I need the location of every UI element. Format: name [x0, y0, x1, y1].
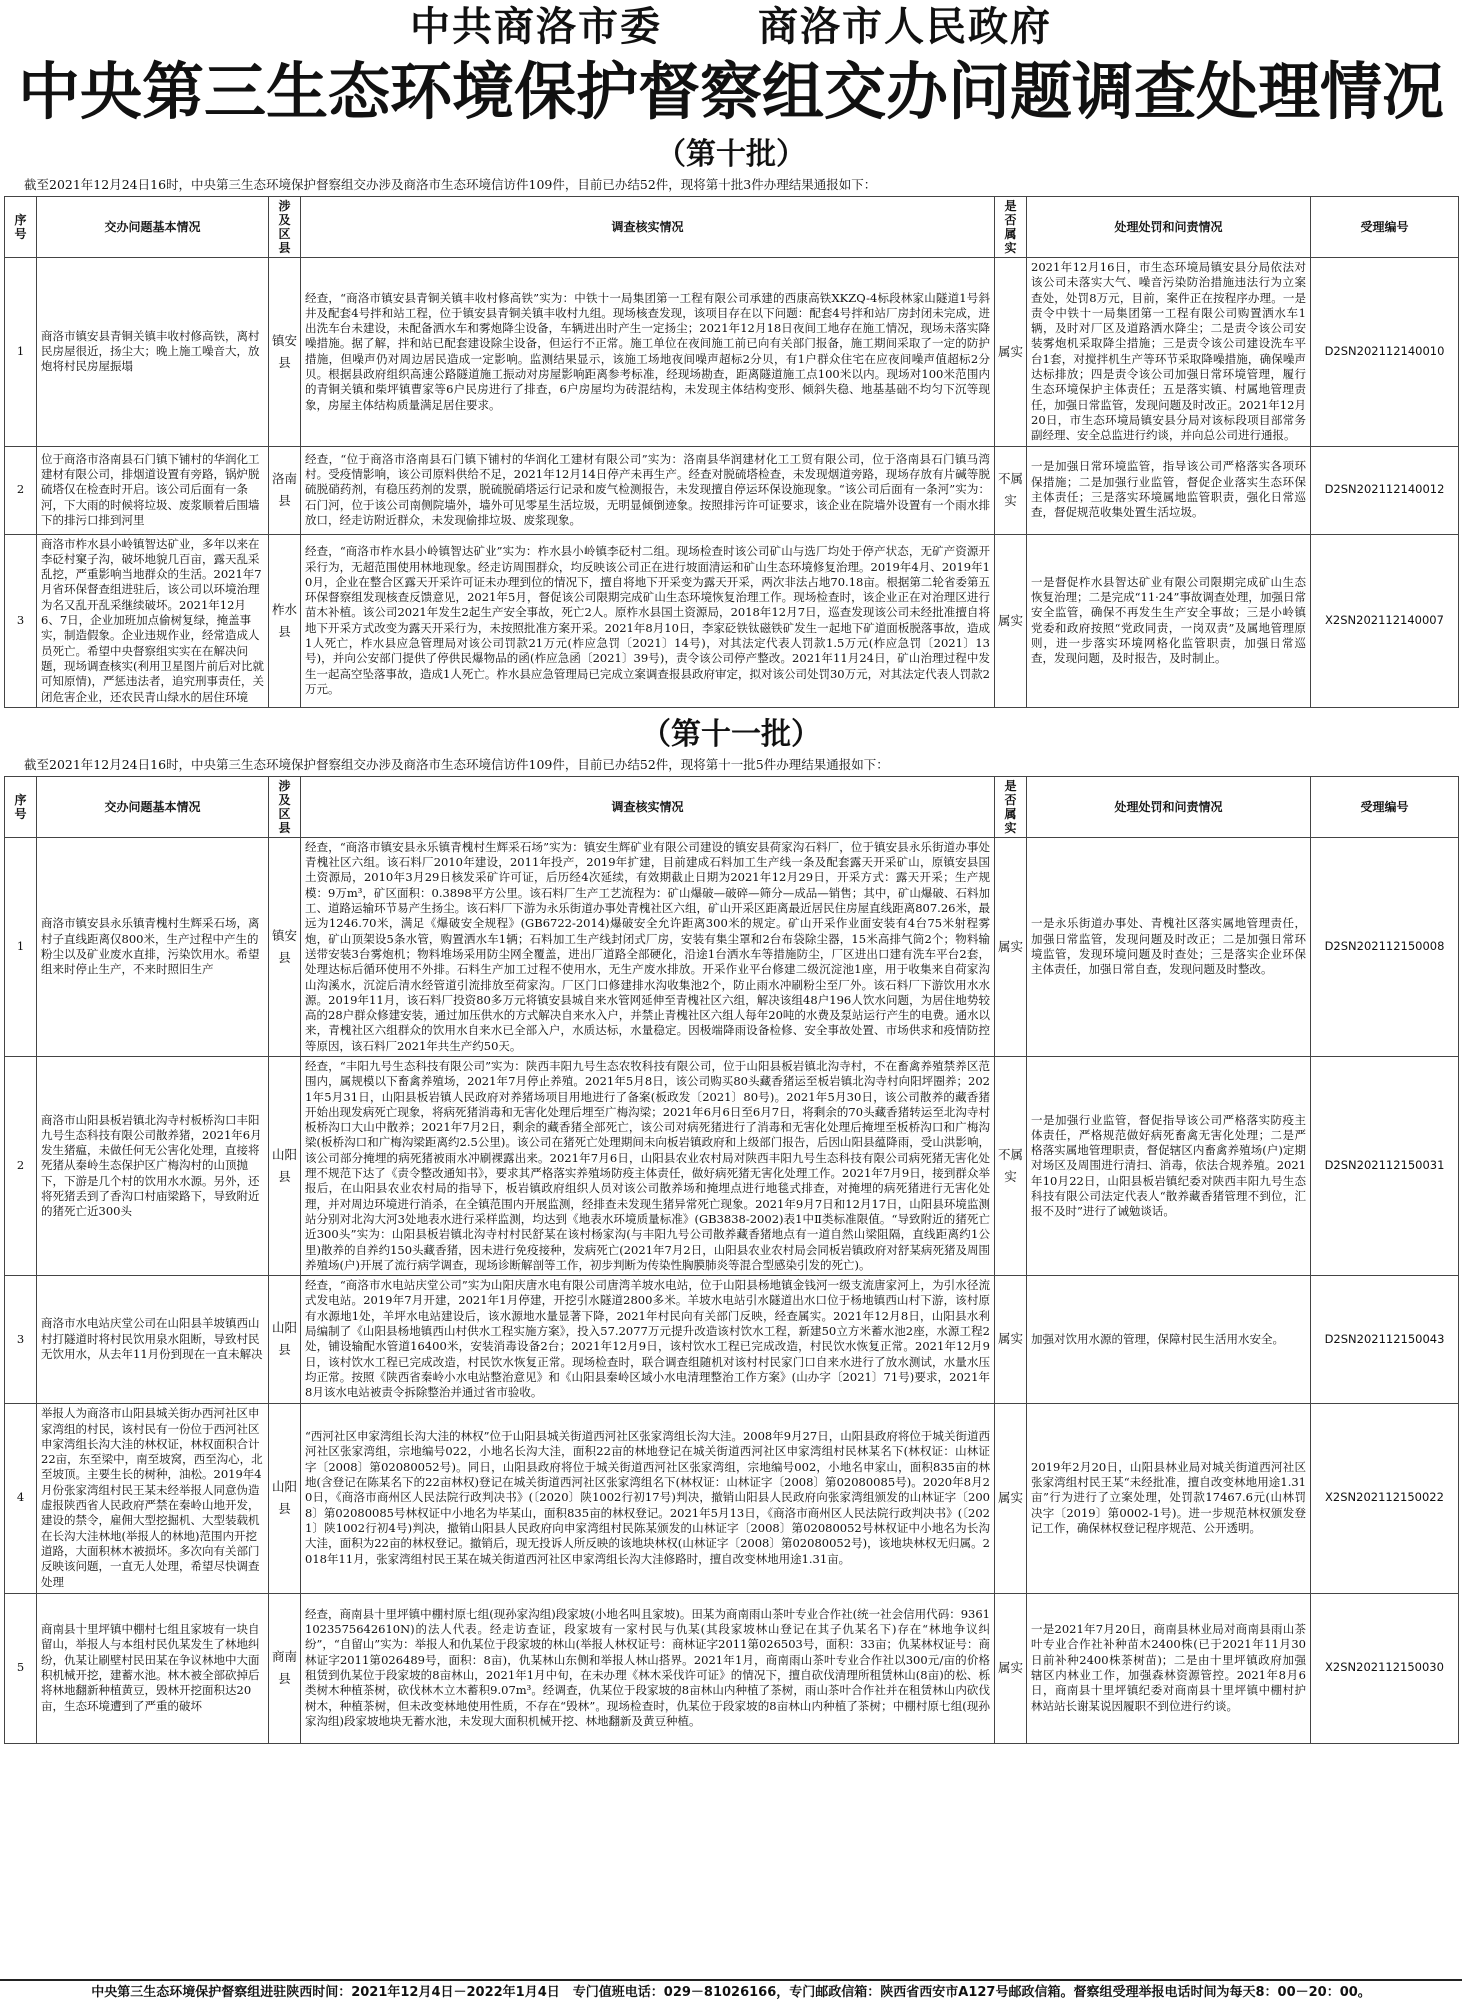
- row-code: D2SN202112150008: [1311, 837, 1459, 1056]
- row-handling: 一是加强行业监管，督促指导该公司严格落实防疫主体责任，严格规范做好病死畜禽无害化处理；二是严格落实属地管理职责，督促辖区内畜禽养殖场(户)定期对场区及周围进行清扫、消毒，依法合规养殖。2021年10月22日，山阳县板岩镇纪委对陕西丰阳九号生态科技有限公司法定代表人“散养藏香猪管理不到位，汇报不及时”进行了诫勉谈话。: [1027, 1056, 1311, 1275]
- table-row: [5, 534, 1459, 707]
- row-investigation: 经查，“商洛市镇安县青铜关镇丰收村修高铁”实为：中铁十一局集团第一工程有限公司承建的西康高铁XKZQ-4标段林家山隧道1号斜井及配套4号拌和站工程，位于镇安县青铜关镇丰收村九组。现场核查发现，该项目存在以下问题：配套4号拌和站厂房封闭未完成，进出洗车台未建设，未配备洒水车和雾炮降尘设备，车辆进出时产生一定扬尘；2021年12月18日夜间工地存在施工情况，现场未落实降噪措施。据了解，拌和站已配套建设除尘设备，但运行不正常。施工单位在夜间施工前已向有关部门报备，施工期间采取了一定的防护措施，但噪声仍对周边居民造成一定影响。监测结果显示，该施工场地夜间噪声超标2分贝，有1户群众住宅在应夜间噪声值超标2分贝。根据县政府组织高速公路隧道施工振动对房屋影响距离参考标准，经现场勘查，距离隧道施工点100米以内。现场对100米范围内的青铜关镇和柴坪镇曹家等6户民房进行了排查，6户房屋均为砖混结构，未发现主体结构变形、倾斜失稳、地基基础不均匀下沉等现象，房屋主体结构质量满足居住要求。: [301, 258, 995, 447]
- col-verified: 是否属实: [995, 197, 1027, 258]
- row-county: 山阳县: [269, 1276, 301, 1403]
- col-code: 受理编号: [1311, 776, 1459, 837]
- table-row: [5, 258, 1459, 447]
- table-header-row: [5, 776, 1459, 837]
- row-investigation: 经查，“商洛市柞水县小岭镇智达矿业”实为：柞水县小岭镇李砭村二组。现场检查时该公司矿山与选厂均处于停产状态，无矿产资源开采行为，无超范围使用林地现象。经走访周围群众，均反映该公司正在进行坡面清运和矿山生态环境修复治理。2019年4月、2019年10月，企业在整合区露天开采许可证未办理到位的情况下，擅自将地下开采变为露天开采，两次非法占地70.18亩。根据第二轮省委第五环保督察组发现核查反馈意见，2021年5月，督促该公司限期完成矿山生态环境恢复治理工作。现场检查时，该企业正在对治理区进行苗木补植。该公司2021年发生2起生产安全事故，死亡2人。原柞水县国土资源局，2018年12月7日，巡查发现该公司未经批准擅自将地下开采方式改变为露天开采行为，未按照批准方案开采。2021年8月10日，李家砭铁钛磁铁矿发生一起地下矿道面板脱落事故，造成1人死亡，柞水县应急管理局对该公司罚款21万元(柞应急罚〔2021〕14号)，对其法定代表人罚款1.5万元(柞应急罚〔2021〕13号)，并向公安部门提供了停供民爆物品的函(柞应急函〔2021〕39号)，责令该公司停产整改。2021年11月24日，矿山治理过程中发生一起高空坠落事故，造成1人死亡。柞水县应急管理局已完成立案调查报县政府审定，拟对该公司处罚30万元，对其法定代表人罚款2万元。: [301, 534, 995, 707]
- row-verified: 属实: [995, 258, 1027, 447]
- table-row: [5, 1276, 1459, 1403]
- row-code: D2SN202112140010: [1311, 258, 1459, 447]
- row-seq: 1: [5, 837, 37, 1056]
- row-basic: 商南县十里坪镇中棚村七组且家坡有一块自留山，举报人与本组村民仇某发生了林地纠纷，仇某让刷壁村民田某在争议林地中大面积机械开挖，建蓄水池。林木被全部砍掉后将林地翻新种植黄豆，毁林开挖面积达20亩，生态环境遭到了严重的破坏: [37, 1593, 269, 1743]
- table-row: [5, 1056, 1459, 1275]
- row-verified: 属实: [995, 1403, 1027, 1593]
- issuer-government: 商洛市人民政府: [757, 4, 1052, 50]
- batch11-table: [4, 776, 1459, 1744]
- row-seq: 3: [5, 1276, 37, 1403]
- table-row: [5, 837, 1459, 1056]
- row-county: 镇安县: [269, 258, 301, 447]
- row-handling: 加强对饮用水源的管理，保障村民生活用水安全。: [1027, 1276, 1311, 1403]
- row-code: D2SN202112140012: [1311, 446, 1459, 534]
- row-county: 洛南县: [269, 446, 301, 534]
- table-row: [5, 1593, 1459, 1743]
- col-handling: 处理处罚和问责情况: [1027, 197, 1311, 258]
- row-handling: 一是永乐街道办事处、青槐社区落实属地管理责任，加强日常监管，发现问题及时改正；二是加强日常环境监管，发现环境问题及时查处；三是落实企业环保主体责任，加强日常自查，发现问题及时整改。: [1027, 837, 1311, 1056]
- table-row: [5, 1403, 1459, 1593]
- row-code: X2SN202112150030: [1311, 1593, 1459, 1743]
- col-seq: 序号: [5, 197, 37, 258]
- row-code: D2SN202112150043: [1311, 1276, 1459, 1403]
- issuer-party-committee: 中共商洛市委: [410, 4, 663, 50]
- row-verified: 不属实: [995, 446, 1027, 534]
- row-basic: 位于商洛市洛南县石门镇下铺村的华润化工建材有限公司，排烟道设置有旁路，锅炉脱硫塔仅在检查时开启。该公司后面有一条河，下大雨的时候将垃圾、废浆顺着后围墙下的排污口排到河里: [37, 446, 269, 534]
- row-verified: 属实: [995, 534, 1027, 707]
- row-code: D2SN202112150031: [1311, 1056, 1459, 1275]
- row-verified: 属实: [995, 1593, 1027, 1743]
- col-basic: 交办问题基本情况: [37, 776, 269, 837]
- row-seq: 3: [5, 534, 37, 707]
- col-county: 涉及区县: [269, 197, 301, 258]
- batch11-title: （第十一批）: [641, 716, 821, 752]
- footer-contact-line: 中央第三生态环境保护督察组进驻陕西时间：2021年12月4日－2022年1月4日 专门值班电话：029－81026166，专门邮政信箱：陕西省西安市A127号邮政信箱。督察组受理举报电话时间为每天8：00－20：00。: [0, 1979, 1462, 2007]
- row-seq: 4: [5, 1403, 37, 1593]
- row-seq: 1: [5, 258, 37, 447]
- row-verified: 属实: [995, 1276, 1027, 1403]
- row-investigation: 经查，商南县十里坪镇中棚村原七组(现孙家沟组)段家坡(小地名叫且家坡)。田某为商南雨山茶叶专业合作社(统一社会信用代码：93611023575642610N)的法人代表。经走访查证，段家坡有一家村民与仇某(其段家坡林山登记在其子仇某名下)存在“林地争议纠纷”，“自留山”实为：举报人和仇某位于段家坡的林山(举报人林权证号：商林证字2011第026503号，面积：33亩；仇某林权证号：商林证字2011第026489号，面积：8亩)，仇某林山东侧和举报人林山搭界。2021年1月，商南雨山茶叶专业合作社以300元/亩的价格租赁到仇某位于段家坡的8亩林山，2021年1月中旬，在未办理《林木采伐许可证》的情况下，擅自砍伐清理所租赁林山(8亩)的松、栎类树木种植茶树，砍伐林木立木蓄积9.07m³。经调查，仇某位于段家坡的8亩林山内种植了茶树，雨山茶叶合作社并在租赁林山内砍伐树木，种植茶树，但未改变林地使用性质，不存在“毁林”。现场检查时，仇某位于段家坡的8亩林山内种植了茶树；中棚村原七组(现孙家沟组)段家坡地块无蓄水池，未发现大面积机械开挖、林地翻新及黄豆种植。: [301, 1593, 995, 1743]
- row-basic: 商洛市水电站庆堂公司在山阳县羊坡镇西山村打隧道时将村民饮用泉水阻断，导致村民无饮用水，从去年11月份到现在一直未解决: [37, 1276, 269, 1403]
- col-seq: 序号: [5, 776, 37, 837]
- batch10-table: [4, 196, 1459, 708]
- row-handling: 2021年12月16日，市生态环境局镇安县分局依法对该公司未落实大气、噪音污染防治措施违法行为立案查处，处罚8万元，目前，案件正在按程序办理。一是责令中铁十一局集团第一工程有限公司购置洒水车1辆，及时对厂区及道路洒水降尘；二是责令该公司安装雾炮机采取降尘措施；三是责令该公司建设洗车平台1套，对搅拌机生产等环节采取降噪措施，确保噪声达标排放；四是责令该公司加强日常环境管理，履行生态环境保护主体责任；五是落实镇、村属地管理责任，加强日常监管，发现问题及时改正。2021年12月20日，市生态环境局镇安县分局对该标段项目部常务副经理、安全总监进行约谈，并向总公司进行通报。: [1027, 258, 1311, 447]
- col-handling: 处理处罚和问责情况: [1027, 776, 1311, 837]
- row-county: 柞水县: [269, 534, 301, 707]
- row-basic: 商洛市镇安县永乐镇青槐村生辉采石场，离村子直线距离仅800米，生产过程中产生的粉尘以及矿业废水直排，污染饮用水。希望组来时停止生产，不来时照旧生产: [37, 837, 269, 1056]
- table-header-row: [5, 197, 1459, 258]
- row-investigation: 经查，“商洛市镇安县永乐镇青槐村生辉采石场”实为：镇安生辉矿业有限公司建设的镇安县荷家沟石料厂，位于镇安县永乐街道办事处青槐社区六组。该石料厂2010年建设，2011年投产，2019年扩建，目前建成石料加工生产线一条及配套露天开采矿山，原镇安县国土资源局，2010年3月29日核发采矿许可证，后历经4次延续，有效期截止日期为2021年12月29日，开采方式：露天开采；生产规模：9万m³，矿区面积：0.3898平方公里。该石料厂生产工艺流程为：矿山爆破—破碎—筛分—成品—销售；其中，矿山爆破、石料加工、道路运输环节易产生扬尘。该石料厂下游为永乐街道办事处青槐社区六组，矿山开采区距离最近居民住房屋直线距离807.26米，最远为1246.70米，满足《爆破安全规程》(GB6722-2014)爆破安全允许距离300米的规定。矿山开采作业面安装有4台75米射程雾炮，矿山顶架设5条水管，购置洒水车1辆；石料加工生产线封闭式厂房，安装有集尘罩和2台布袋除尘器，15米高排气筒2个；物料输送带安装3台雾炮机；物料堆场采用防尘网全覆盖，进出厂道路全部硬化，沿途1台洒水车等措施防尘，厂区进出口建有洗车平台2套，处理达标后循环使用不外排。石料生产加工过程不使用水，无生产废水排放。开采作业平台修建二级沉淀池1座，用于收集来自荷家沟山沟溪水，沉淀后清水经管道引流排放至荷家沟。厂区门口修建排水沟收集池2个，防止雨水冲刷粉尘至厂外。该石料厂下游饮用水水源。2019年11月，该石料厂投资80多万元将镇安县城自来水管网延伸至青槐社区六组，解决该组48户196人饮水问题，为居住地势较高的28户群众修建安装，通过加压供水的方式解决自来水入户，并禁止青槐社区六组人每年20吨的水费及泵站运行产生的电费。通水以来，青槐社区六组群众的饮用水自来水已全部入户，水质达标，水量稳定。因极端降雨设备检修、安全事故处置、市场供求和疫情防控等原因，该石料厂2021年共生产约50天。: [301, 837, 995, 1056]
- row-basic: 举报人为商洛市山阳县城关街办西河社区申家湾组的村民，该村民有一份位于西河社区申家湾组长沟大洼的林权证，林权面积合计22亩，东至梁中，南至坡窝，西至沟心，北至坡顶。主要生长的树种，油松。2019年4月份张家湾组村民王某未经举报人同意伪造虚报陕西省人民政府严禁在秦岭山地开发，建设的禁令，雇佣大型挖掘机、大型装载机在长沟大洼林地(举报人的林地)范围内开挖道路，大面积林木被损坏。多次向有关部门反映该问题，一直无人处理，希望尽快调查处理: [37, 1403, 269, 1593]
- table-row: [5, 446, 1459, 534]
- row-verified: 属实: [995, 837, 1027, 1056]
- row-basic: 商洛市镇安县青铜关镇丰收村修高铁，离村民房屋很近，扬尘大；晚上施工噪音大，放炮将村民房屋振塌: [37, 258, 269, 447]
- col-county: 涉及区县: [269, 776, 301, 837]
- row-seq: 2: [5, 446, 37, 534]
- batch10-title: （第十批）: [656, 137, 806, 172]
- row-handling: 2019年2月20日，山阳县林业局对城关街道西河社区张家湾组村民王某“未经批准，擅自改变林地用途1.31亩”行为进行了立案处理，处罚款17467.6元(山林罚决字〔2019〕第0002-1号)。进一步规范林权颁发登记工作，确保林权登记程序规范、公开透明。: [1027, 1403, 1311, 1593]
- col-verified: 是否属实: [995, 776, 1027, 837]
- col-code: 受理编号: [1311, 197, 1459, 258]
- row-county: 商南县: [269, 1593, 301, 1743]
- row-seq: 5: [5, 1593, 37, 1743]
- row-handling: 一是督促柞水县智达矿业有限公司限期完成矿山生态恢复治理；二是完成“11·24”事故调查处理，加强日常安全监管，确保不再发生生产安全事故；三是小岭镇党委和政府按照“党政同责，一岗双责”及属地管理原则，进一步落实环境网格化监管职责，加强日常巡查，发现问题，及时报告，及时制止。: [1027, 534, 1311, 707]
- row-handling: 一是加强日常环境监管，指导该公司严格落实各项环保措施；二是加强行业监管，督促企业落实生态环保主体责任；三是落实环境属地监管职责，强化日常巡查，督促规范收集处置生活垃圾。: [1027, 446, 1311, 534]
- col-investigation: 调查核实情况: [301, 776, 995, 837]
- row-county: 山阳县: [269, 1056, 301, 1275]
- col-investigation: 调查核实情况: [301, 197, 995, 258]
- row-code: X2SN202112140007: [1311, 534, 1459, 707]
- row-investigation: 经查，“位于商洛市洛南县石门镇下铺村的华润化工建材有限公司”实为：洛南县华润建材化工工贸有限公司，位于洛南县石门镇马湾村。受疫情影响，该公司原料供给不足，2021年12月14日停产未再生产。经查对脱硫塔检查，未发现烟道旁路，现场存放有片碱等脱硫脱硝药剂，有稳压药剂的发票，脱硫脱硝塔运行记录和废气检测报告，未发现擅自停运环保设施现象。“该公司后面有一条河”实为：石门河，位于该公司南侧院墙外，墙外可见零星生活垃圾，无明显倾倒迹象。按照排污许可证要求，该企业在院墙外设置有一个雨水排放口，经走访附近群众，未发现偷排垃圾、废浆现象。: [301, 446, 995, 534]
- batch11-intro: 截至2021年12月24日16时，中央第三生态环境保护督察组交办涉及商洛市生态环境信访件109件，目前已办结52件，现将第十一批5件办理结果通报如下：: [24, 756, 889, 772]
- row-basic: 商洛市山阳县板岩镇北沟寺村板桥沟口丰阳九号生态科技有限公司散养猪，2021年6月发生猪瘟，未做任何无公害化处理，直接将死猪从秦岭生态保护区广梅沟村的山顶抛下，下游是几个村的饮用水水源。另外，还将死猪丢到了香沟口村庙梁路下，导致附近的猪死亡近300头: [37, 1056, 269, 1275]
- batch10-intro: 截至2021年12月24日16时，中央第三生态环境保护督察组交办涉及商洛市生态环境信访件109件，目前已办结52件，现将第十批3件办理结果通报如下：: [24, 177, 877, 192]
- issuer-line: [0, 4, 1462, 50]
- row-county: 镇安县: [269, 837, 301, 1056]
- row-investigation: 经查，“商洛市水电站庆堂公司”实为山阳庆唐水电有限公司唐湾羊坡水电站，位于山阳县杨地镇金钱河一级支流唐家河上，为引水径流式发电站。2019年7月开建，2021年1月停建，开挖引水隧道2800多米。羊坡水电站引水隧道出水口位于杨地镇西山村下游，该村原有水源地1处，羊坪水电站建设后，该水源地水量显著下降，2021年村民向有关部门反映，经查属实。2021年12月8日，山阳县水利局编制了《山阳县杨地镇西山村供水工程实施方案》，投入57.2077万元提升改造该村饮水工程，新建50立方米蓄水池2座，水源工程2处，铺设输配水管道16400米，安装消毒设备2台；2021年12月9日，该村饮水工程已完成改造，村民饮水恢复正常。2021年12月9日，该村饮水工程已完成改造，村民饮水恢复正常。现场检查时，联合调查组随机对该村村民家门口自来水进行了放水测试，水量水压均正常。按照《陕西省秦岭小水电站整治意见》和《山阳县秦岭区域小水电清理整治工作方案》(山办字〔2021〕71号)要求，2021年8月该水电站被责令拆除整治并通过省市验收。: [301, 1276, 995, 1403]
- row-county: 山阳县: [269, 1403, 301, 1593]
- row-investigation: “西河社区申家湾组长沟大洼的林权”位于山阳县城关街道西河社区张家湾组长沟大洼。2008年9月27日，山阳县政府将位于城关街道西河社区张家湾组，宗地编号022，小地名长沟大洼，面积22亩的林地登记在城关街道西河社区申家湾组村民林某名下(林权证：山林证字〔2008〕第02080052号)。同日，山阳县政府将位于城关街道西河社区张家湾组，宗地编号002，小地名申家山，面积835亩的林地(含登记在陈某名下的22亩林权)登记在城关街道西河社区张家湾组名下(林权证：山林证字〔2008〕第02080085号)。2020年8月20日，《商洛市商州区人民法院行政判决书》(〔2020〕陕1002行初17号)判决，撤销山阳县人民政府向张家湾组颁发的山林证字〔2008〕第02080085号林权证中小地名为毕某山，面积835亩的林权登记。2021年5月13日，《商洛市商州区人民法院行政判决书》(〔2021〕陕1002行初4号)判决，撤销山阳县人民政府向申家湾组村民陈某颁发的山林证字〔2008〕第02080052号林权证中小地名为长沟大洼，面积为22亩的林权登记。撤销后，现无投诉人所反映的该地块林权(山林证字〔2008〕第02080052号)，该地块林权无归属。2018年11月，张家湾组村民王某在城关街道西河社区申家湾组长沟大洼修路时，擅自改变林地用途1.31亩。: [301, 1403, 995, 1593]
- row-seq: 2: [5, 1056, 37, 1275]
- page-headline: 中央第三生态环境保护督察组交办问题调查处理情况: [17, 55, 1444, 128]
- col-basic: 交办问题基本情况: [37, 197, 269, 258]
- row-basic: 商洛市柞水县小岭镇智达矿业，多年以来在李砭村窠子沟，破坏地貌几百亩，露天乱采乱挖，严重影响当地群众的生活。2021年7月省环保督查组进驻后，该公司以环境治理为名又乱开乱采继续破坏。2021年12月6、7日，企业加班加点偷树复绿，掩盖事实，制造假象。企业违规作业，经常造成人员死亡。希望中央督察组实实在在解决问题，现场调查核实(利用卫星图片前后对比就可知原情)，严惩违法者，追究刑事责任，关闭危害企业，还农民青山绿水的居住环境: [37, 534, 269, 707]
- row-investigation: 经查，“丰阳九号生态科技有限公司”实为：陕西丰阳九号生态农牧科技有限公司，位于山阳县板岩镇北沟寺村，不在畜禽养殖禁养区范围内，属规模以下畜禽养殖场，2021年7月停止养殖。2021年5月8日，该公司购买80头藏香猪运至板岩镇北沟寺村向阳坪圈养；2021年5月31日，山阳县板岩镇人民政府对养猪场项目用地进行了备案(板政发〔2021〕80号)。2021年5月30日，该公司散养的藏香猪开始出现发病死亡现象，将病死猪消毒和无害化处理后埋至广梅沟梁；2021年6月6日至6月7日，将剩余的70头藏香猪转运至北沟寺村板桥沟口大山中散养；2021年7月2日，剩余的藏香猪全部死亡，该公司对病死猪进行了消毒和无害化处理后掩埋至板桥沟口和广梅沟梁(板桥沟口和广梅沟梁距离约2.5公里)。该公司在猪死亡处理期间未向板岩镇政府和上级部门报告，后因山阳县蕴降雨，受山洪影响，该公司部分掩埋的病死猪被雨水冲刷裸露出来。2021年7月6日，山阳县农业农村局对陕西丰阳九号生态科技有限公司病死猪无害化处理不规范下达了《责令整改通知书》，要求其严格落实养殖场防疫主体责任，做好病死猪无害化处理工作。2021年7月9日，接到群众举报后，在山阳县农业农村局的指导下，板岩镇政府组织人员对该公司散养场和掩埋点进行地毯式排查，对掩埋的病死猪进行无害化处理，并对周边环境进行消杀，在全镇范围内开展监测，经排查未发现生猪异常死亡现象。2021年9月7日和12月17日，山阳县环境监测站分别对北沟大河3处地表水进行采样监测，均达到《地表水环境质量标准》(GB3838-2002)表1中Ⅱ类标准限值。“导致附近的猪死亡近300头”实为：山阳县板岩镇北沟寺村村民舒某在该村杨家沟(与丰阳九号公司散养藏香猪地点有一道自然山梁阻隔，直线距离约1公里)散养的自养约150头藏香猪，因未进行免疫接种，发病死亡(2021年7月2日，山阳县农业农村局会同板岩镇政府对舒某病死猪及周围养殖场(户)开展了流行病学调查，现场诊断解剖等工作，初步判断为传染性胸膜肺炎等混合型感染引发的死亡)。: [301, 1056, 995, 1275]
- row-verified: 不属实: [995, 1056, 1027, 1275]
- row-handling: 一是2021年7月20日，商南县林业局对商南县雨山茶叶专业合作社补种苗木2400株(已于2021年11月30日前补种2400株茶树苗)；二是由十里坪镇政府加强辖区内林业工作，加强森林资源管控。2021年8月6日，商南县十里坪镇纪委对商南县十里坪镇中棚村护林站站长谢某说因履职不到位进行约谈。: [1027, 1593, 1311, 1743]
- row-code: X2SN202112150022: [1311, 1403, 1459, 1593]
